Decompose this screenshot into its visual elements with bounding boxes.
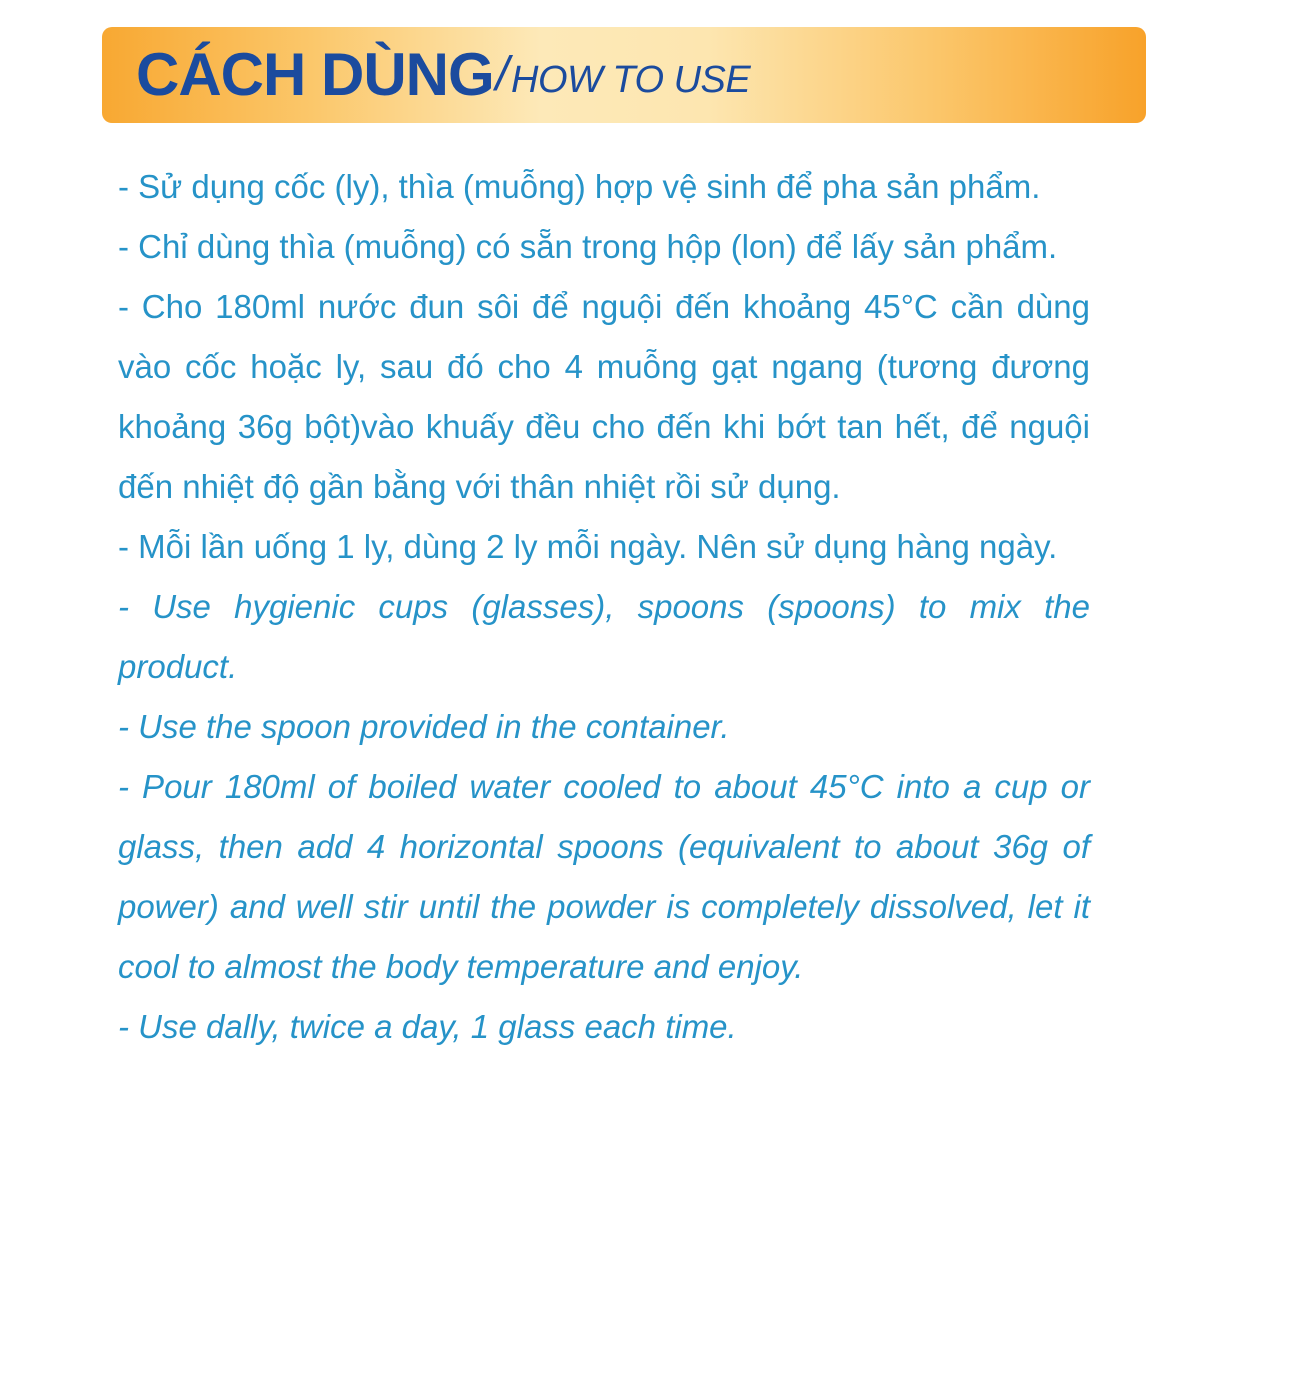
instruction-vi-4: - Mỗi lần uống 1 ly, dùng 2 ly mỗi ngày. Nên sử dụng hàng ngày. <box>118 528 1058 565</box>
section-subtitle: HOW TO USE <box>511 59 751 101</box>
section-title: CÁCH DÙNG <box>136 41 494 108</box>
instruction-en-1: - Use hygienic cups (glasses), spoons (spoons) to mix the product. <box>118 588 1090 685</box>
instruction-vi-1: - Sử dụng cốc (ly), thìa (muỗng) hợp vệ sinh để pha sản phẩm. <box>118 168 1041 205</box>
instruction-en-2: - Use the spoon provided in the container. <box>118 708 730 745</box>
instruction-vi-3: - Cho 180ml nước đun sôi để nguội đến khoảng 45°C cần dùng vào cốc hoặc ly, sau đó cho 4 muỗng gạt ngang (tương đương khoảng 36g bột)vào khuấy đều cho đến khi bớt tan hết, để nguội đến nhiệt độ gần bằng với thân nhiệt rồi sử dụng. <box>118 288 1090 505</box>
instruction-en-3: - Pour 180ml of boiled water cooled to about 45°C into a cup or glass, then add 4 horizontal spoons (equivalent to about 36g of power) and well stir until the powder is completely dissolved, let it cool to almost the body temperature and enjoy. <box>118 768 1090 985</box>
title-separator: / <box>495 48 509 101</box>
instruction-en-4: - Use dally, twice a day, 1 glass each time. <box>118 1008 737 1045</box>
instructions-body <box>118 157 1090 1057</box>
section-header-banner <box>102 27 1146 123</box>
instruction-vi-2: - Chỉ dùng thìa (muỗng) có sẵn trong hộp (lon) để lấy sản phẩm. <box>118 228 1058 265</box>
